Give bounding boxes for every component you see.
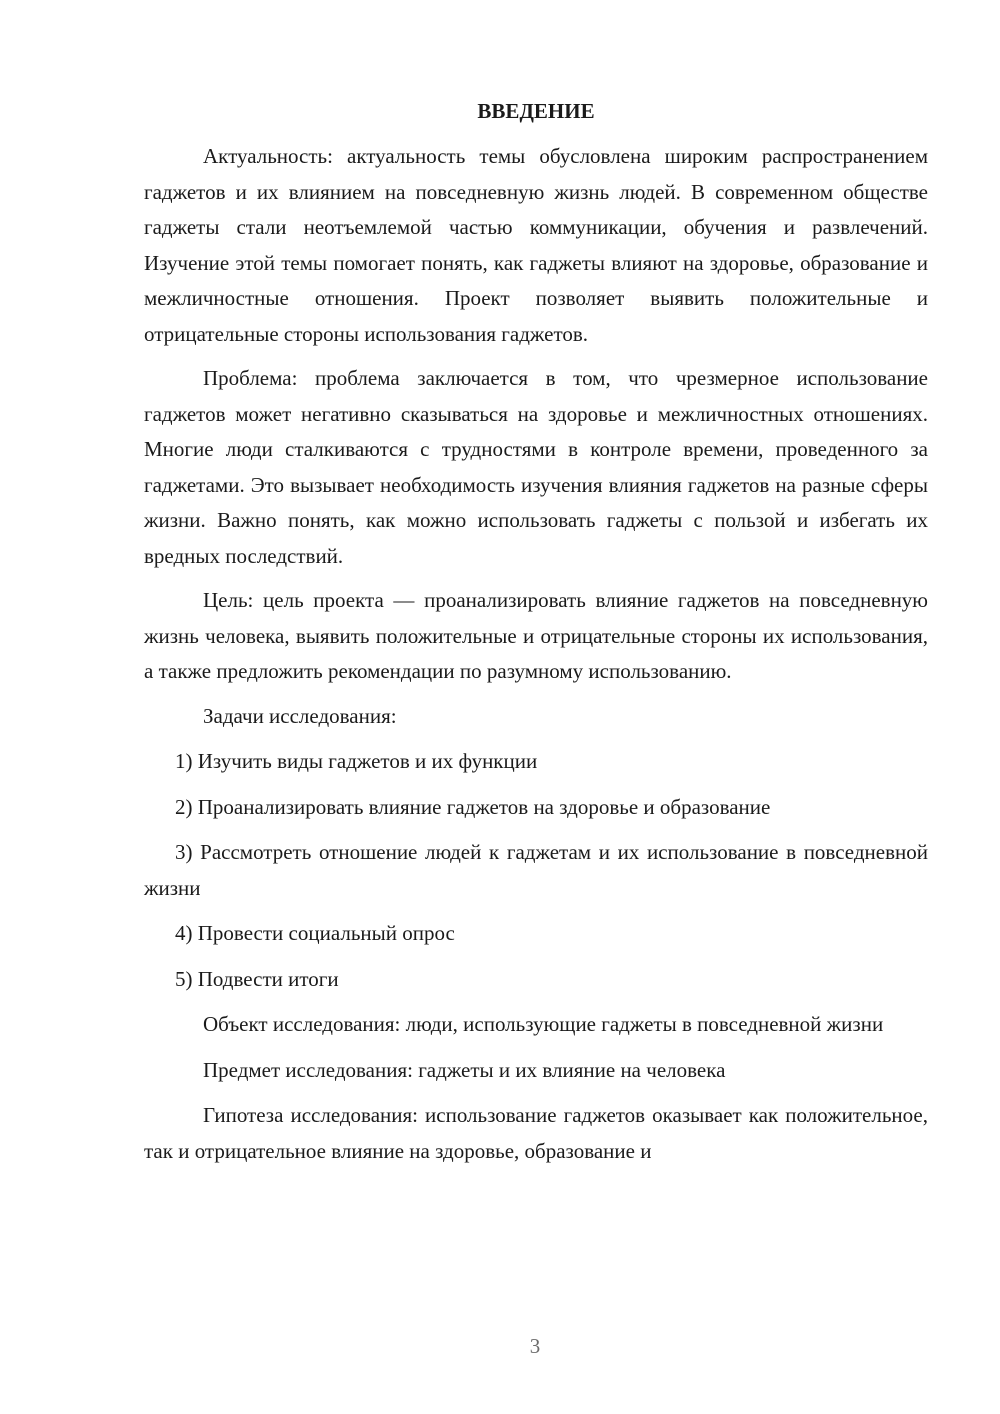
paragraph-hypothesis: Гипотеза исследования: использование гаджетов оказывает как положительное, так и отрицательное влияние на здоровье, образование и <box>144 1103 928 1163</box>
paragraph-subject: Предмет исследования: гаджеты и их влияние на человека <box>203 1057 726 1082</box>
paragraph-goal: Цель: цель проекта — проанализировать влияние гаджетов на повседневную жизнь человека, выявить положительные и отрицательные стороны их использования, а также предложить рекомендации по разумному использованию. <box>144 588 928 683</box>
task-item-1: 1) Изучить виды гаджетов и их функции <box>175 749 538 773</box>
paragraph-relevance: Актуальность: актуальность темы обусловлена широким распространением гаджетов и их влиянием на повседневную жизнь людей. В современном обществе гаджеты стали неотъемлемой частью коммуникации, обучения и развлечений. Изучение этой темы помогает понять, как гаджеты влияют на здоровье, образование и межличностные отношения. Проект позволяет выявить положительные и отрицательные стороны использования гаджетов. <box>144 144 928 346</box>
task-item-2: 2) Проанализировать влияние гаджетов на здоровье и образование <box>175 794 771 819</box>
task-item-4: 4) Провести социальный опрос <box>175 921 455 945</box>
task-item-5: 5) Подвести итоги <box>175 966 339 991</box>
document-page <box>144 96 928 1178</box>
tasks-heading: Задачи исследования: <box>203 703 397 728</box>
page-number: 3 <box>529 1334 541 1358</box>
section-heading: ВВЕДЕНИЕ <box>477 99 595 123</box>
paragraph-object: Объект исследования: люди, использующие гаджеты в повседневной жизни <box>203 1012 884 1036</box>
paragraph-problem: Проблема: проблема заключается в том, что чрезмерное использование гаджетов может негативно сказываться на здоровье и межличностных отношениях. Многие люди сталкиваются с трудностями в контроле времени, проведенного за гаджетами. Это вызывает необходимость изучения влияния гаджетов на разные сферы жизни. Важно понять, как можно использовать гаджеты с пользой и избегать их вредных последствий. <box>144 366 928 568</box>
task-item-3: 3) Рассмотреть отношение людей к гаджетам и их использование в повседневной жизни <box>144 840 928 900</box>
